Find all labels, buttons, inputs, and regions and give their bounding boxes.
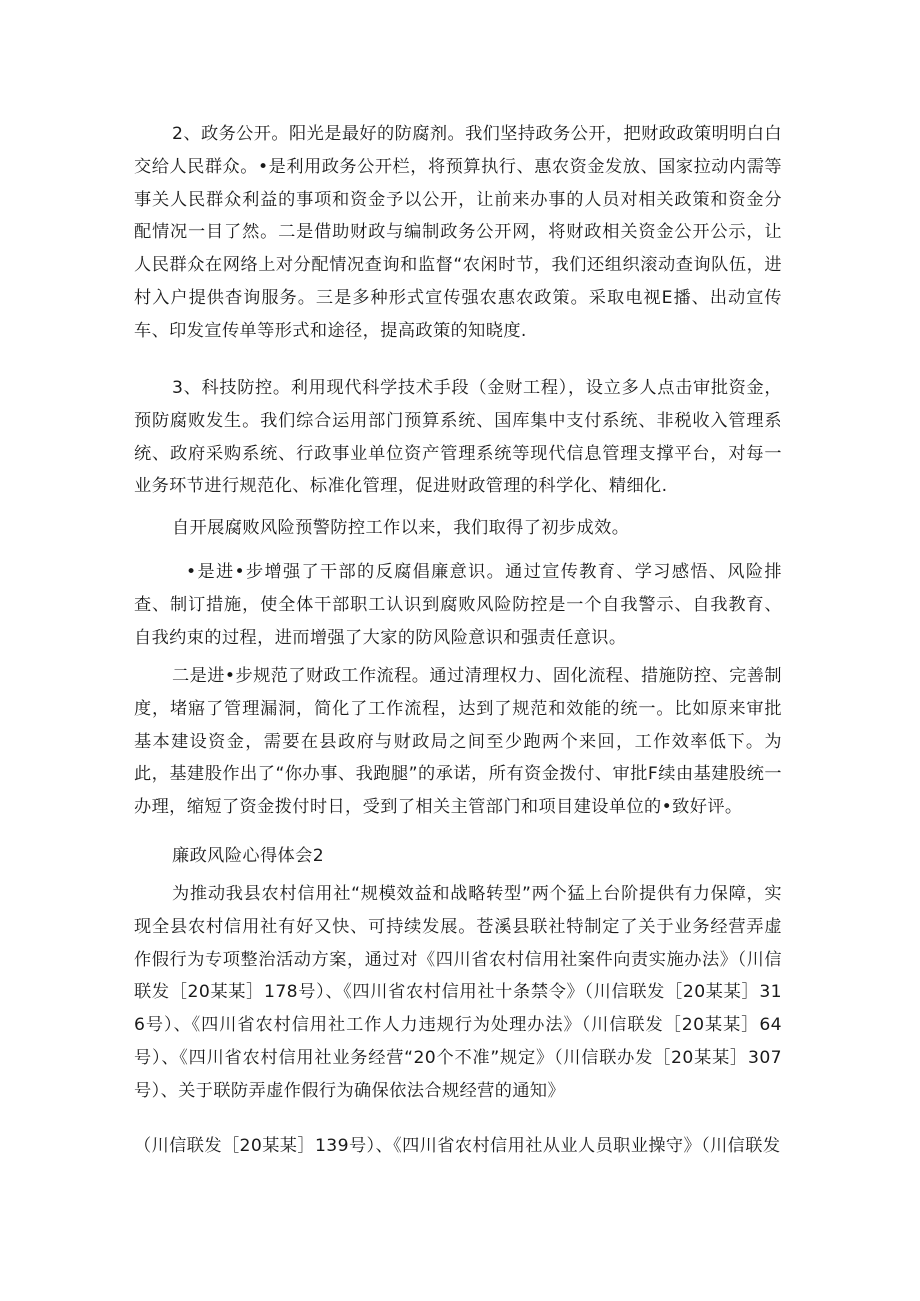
paragraph-result-one: •是进•步增强了干部的反腐倡廉意识。通过宣传教育、学习感悟、风险排查、制订措施，使全体干部职工认识到腐败风险防控是一个自我警示、自我教育、自我约束的过程，进而增强了大家的防风险意识和强责任意识。 — [134, 562, 782, 648]
paragraph-results-intro: 自开展腐败风险预警防控工作以来，我们取得了初步成效。 — [172, 518, 630, 538]
paragraph-credit-union: 为推动我县农村信用社“规模效益和战略转型”两个猛上台阶提供有力保障，实现全县农村信用社有好又快、可持续发展。苍溪县联社特制定了关于业务经营弄虚作假行为专项整治活动方案，通过对《四川省农村信用社案件向责实施办法》（川信联发［20某某］178号）、《四川省农村信用社十条禁令》（川信联发［20某某］316号）、《四川省农村信用社工作人力违规行为处理办法》（川信联发［20某某］64号）、《四川省农村信用社业务经营“20个不准”规定》（川信联办发［20某某］307号）、关于联防弄虚作假行为确保依法合规经营的通知》 — [134, 884, 782, 1101]
paragraph-transparency: 2、政务公开。阳光是最好的防腐剂。我们坚持政务公开，把财政政策明明白白交给人民群众。•是利用政务公开栏，将预算执行、惠农资金发放、国家拉动内需等事关人民群众利益的事项和资金予以公开，让前来办事的人员对相关政策和资金分配情况一目了然。二是借助财政与编制政务公开网，将财政相关资金公开公示，让人民群众在网络上对分配情况查询和监督“农闲时节，我们还组织滚动查询队伍，进村入户提供杳询服务。三是多种形式宣传强农惠农政策。采取电视E播、出动宣传车、印发宣传单等形式和途径，提高政策的知晓度. — [134, 124, 782, 341]
paragraph-continuation: （川信联发［20某某］139号）、《四川省农村信用社从业人员职业操守》（川信联发 — [134, 1136, 781, 1156]
section-heading: 廉政风险心得体会2 — [172, 846, 325, 866]
paragraph-result-two: 二是进•步规范了财政工作流程。通过清理权力、固化流程、措施防控、完善制度，堵寤了管理漏洞，简化了工作流程，达到了规范和效能的统一。比如原来审批基本建设资金，需要在县政府与财政局之间至少跑两个来回，工作效率低下。为此，基建股作出了“你办事、我跑腿”的承诺，所有资金拨付、审批F续由基建股统一办理，缩短了资金拨付时日，受到了相关主管部门和项目建设单位的•致好评。 — [134, 666, 782, 818]
paragraph-tech-control: 3、科技防控。利用现代科学技术手段（金财工程），设立多人点击审批资金，预防腐败发生。我们综合运用部门预算系统、国库集中支付系统、非税收入管理系统、政府采购系统、行政事业单位资产管理系统等现代信息管理支撑平台，对每一业务环节进行规范化、标准化管理，促进财政管理的科学化、精细化. — [134, 378, 782, 497]
